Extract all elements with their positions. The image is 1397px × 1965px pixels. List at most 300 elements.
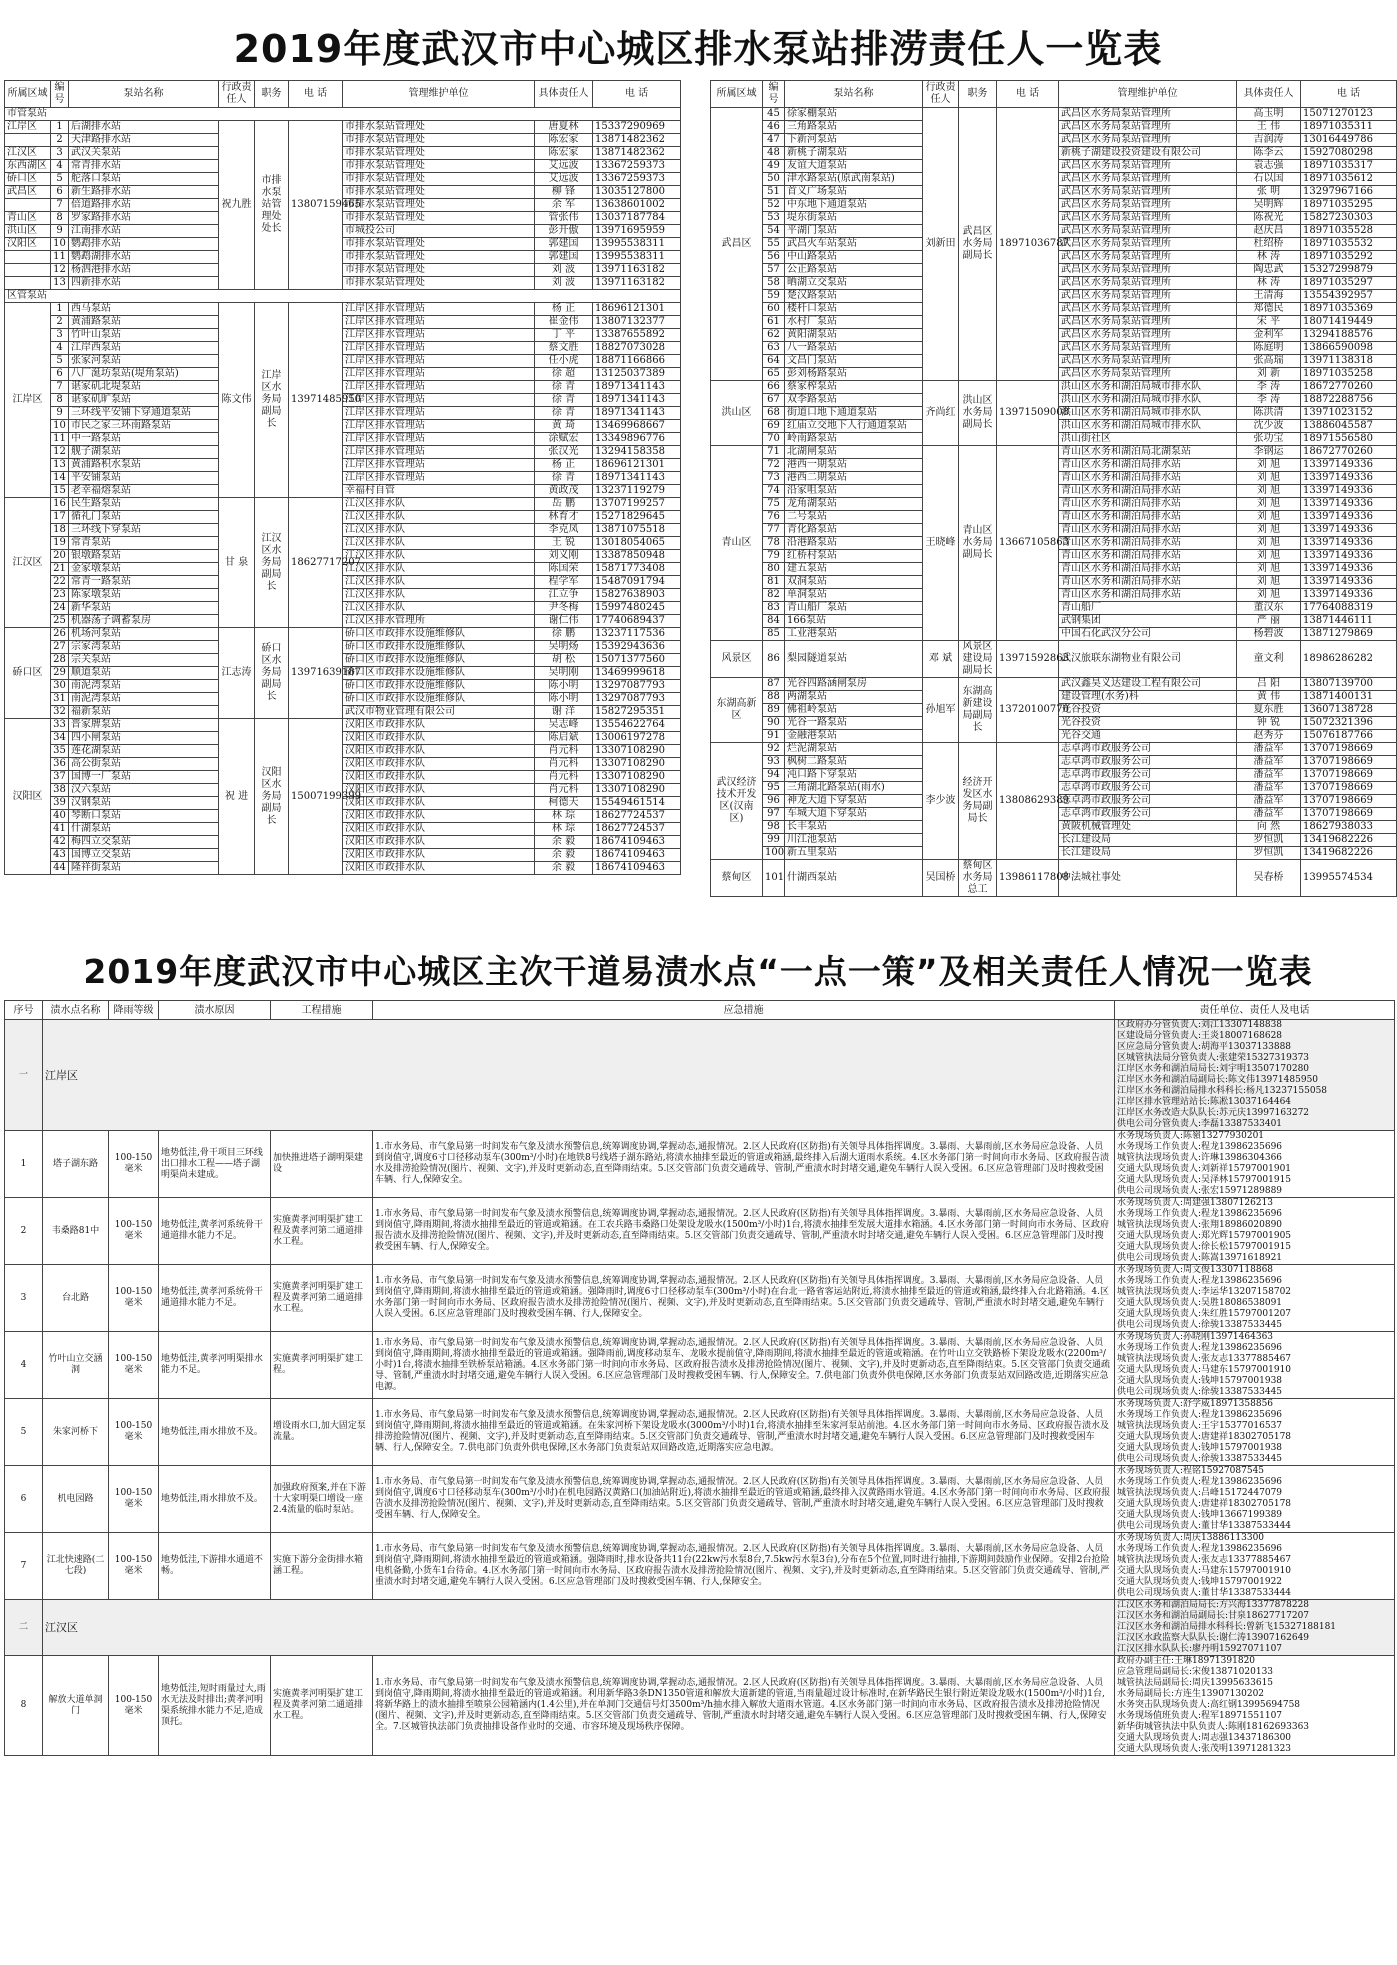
table-row — [5, 615, 681, 628]
admin-cell: 陈文伟 — [219, 303, 255, 498]
unit-cell: 汉阳区市政排水队 — [343, 810, 535, 823]
area-cell: 江汉区 — [5, 498, 51, 628]
unit-cell: 市城投公司 — [343, 225, 535, 238]
phone-cell: 15827638903 — [593, 589, 681, 602]
phone-cell: 13307108290 — [593, 758, 681, 771]
table-header-row — [5, 81, 681, 108]
contact-line: 江岸区水务和湖泊局局长:刘宇明13507170280 — [1117, 1064, 1310, 1074]
number-cell: 33 — [51, 719, 69, 732]
contact-line: 交通大队现场负责人:钱坤13667199389 — [1117, 1510, 1283, 1520]
pump-station-table-title: 2019年度武汉市中心城区排水泵站排涝责任人一览表 — [233, 27, 1163, 71]
phone-cell: 15071270123 — [1301, 108, 1397, 121]
phone-cell: 13397149336 — [1301, 485, 1397, 498]
station-name-cell: 南泥湾泵站 — [69, 693, 219, 706]
unit-cell: 洪山区水务和湖泊局城市排水队 — [1059, 394, 1237, 407]
station-name-cell: 什湖西泵站 — [785, 860, 923, 897]
unit-cell: 武昌区水务局泵站管理所 — [1059, 316, 1237, 329]
phone-cell: 15076187766 — [1301, 730, 1397, 743]
phone-cell: 18971035292 — [1301, 251, 1397, 264]
phone-cell: 18971341143 — [593, 381, 681, 394]
number-cell: 46 — [763, 121, 785, 134]
person-cell: 艾远波 — [535, 173, 593, 186]
flood-point-row — [5, 1332, 1395, 1399]
number-cell: 81 — [763, 576, 785, 589]
table-row — [5, 264, 681, 277]
phone-cell: 13297087793 — [593, 680, 681, 693]
unit-cell: 武昌区水务局泵站管理所 — [1059, 303, 1237, 316]
person-cell: 陶忠武 — [1237, 264, 1301, 277]
contact-line: 水务现场负责人:陈嶺13277930201 — [1117, 1131, 1265, 1141]
number-cell: 75 — [763, 498, 785, 511]
contacts-cell — [1115, 1131, 1395, 1198]
table-row — [5, 303, 681, 316]
table-row — [5, 823, 681, 836]
station-name-cell: 隆祥街泵站 — [69, 862, 219, 875]
unit-cell: 汉阳区市政排水队 — [343, 784, 535, 797]
phone-cell: 15327299879 — [1301, 264, 1397, 277]
number-cell: 83 — [763, 602, 785, 615]
unit-cell: 青山区水务和湖泊局排水站 — [1059, 537, 1237, 550]
station-name-cell: 谌家矶旷泵站 — [69, 394, 219, 407]
section-label: 区管泵站 — [5, 290, 681, 303]
person-cell: 刘 波 — [535, 264, 593, 277]
person-cell: 徐 超 — [535, 368, 593, 381]
works-cell: 实施黄孝河明渠扩建工程及黄孝河第二通道排水工程。 — [271, 1656, 373, 1756]
station-name-cell: 晋家牌泵站 — [69, 719, 219, 732]
unit-cell: 市排水泵站管理处 — [343, 199, 535, 212]
person-cell: 余 毅 — [535, 849, 593, 862]
unit-cell: 市排水泵站管理处 — [343, 212, 535, 225]
number-cell: 98 — [763, 821, 785, 834]
phone-cell: 18986286282 — [1301, 641, 1397, 678]
column-header: 电 话 — [997, 81, 1059, 108]
table-row — [5, 121, 681, 134]
person-cell: 石以国 — [1237, 173, 1301, 186]
contact-line: 新华街城管执法中队负责人:陈刚18162693363 — [1117, 1722, 1310, 1732]
person-cell: 潘益军 — [1237, 769, 1301, 782]
number-cell: 51 — [763, 186, 785, 199]
station-name-cell: 两湖泵站 — [785, 691, 923, 704]
area-cell: 东湖高新区 — [711, 678, 763, 743]
measures-cell: 1.市水务局、市气象局第一时间发布气象及渍水预警信息,统筹调度协调,掌握动态,通报情况。2.区人民政府(区防指)有关领导具体指挥调度。3.暴雨、大暴雨前,区水务局应急设备、人员到岗值守,降雨期间,将渍水抽排至最近的管道或箱涵。强降雨时,调度6寸口径移动泵车(300m³/小时)在台北一路省客运站附近,将渍水抽排至最近的管道或箱涵,最终排入台北路箱涵。4.区水务部门第一时间向市水务局、区政府报告渍水及排涝抢险情况(图片、视频、文字),并及时更新动态,直至降雨结束。5.区交管部门负责交通疏导、管制,严重渍水时封堵交通,避免车辆行人误入受困。6.区应急管理部门及时搜救受困车辆、行人,保障安全。 — [373, 1265, 1115, 1332]
number-cell: 28 — [51, 654, 69, 667]
phone-cell: 18672770260 — [1301, 381, 1397, 394]
station-name-cell: 张家河泵站 — [69, 355, 219, 368]
number-cell: 27 — [51, 641, 69, 654]
unit-cell: 武昌区水务局泵站管理所 — [1059, 199, 1237, 212]
person-cell: 刘 旭 — [1237, 576, 1301, 589]
station-name-cell: 福新泵站 — [69, 706, 219, 719]
rain-level: 100-150毫米 — [109, 1533, 159, 1600]
table-row — [5, 693, 681, 706]
section-row — [5, 108, 681, 121]
person-cell: 刘 旭 — [1237, 472, 1301, 485]
unit-cell: 青山区水务和湖泊局排水站 — [1059, 472, 1237, 485]
point-number: 3 — [5, 1265, 43, 1332]
contact-line: 城管执法现场负责人:许琳13986304366 — [1117, 1153, 1283, 1163]
unit-cell: 武钢集团 — [1059, 615, 1237, 628]
unit-cell: 市排水泵站管理处 — [343, 238, 535, 251]
area-cell — [5, 134, 51, 147]
unit-cell: 市排水泵站管理处 — [343, 264, 535, 277]
phone-cell: 18971035258 — [1301, 368, 1397, 381]
station-name-cell: 港西二期泵站 — [785, 472, 923, 485]
phone-cell: 13397149336 — [1301, 472, 1397, 485]
phone-cell: 13297087793 — [593, 693, 681, 706]
station-name-cell: 新生路排水站 — [69, 186, 219, 199]
column-header: 职务 — [255, 81, 289, 108]
station-name-cell: 高公街泵站 — [69, 758, 219, 771]
table-row — [5, 277, 681, 290]
number-cell: 19 — [51, 537, 69, 550]
person-cell: 杨 正 — [535, 303, 593, 316]
table-row — [5, 472, 681, 485]
number-cell: 71 — [763, 446, 785, 459]
number-cell: 60 — [763, 303, 785, 316]
station-name-cell: 常青泵站 — [69, 537, 219, 550]
flood-point-row — [5, 1656, 1395, 1756]
number-cell: 11 — [51, 433, 69, 446]
number-cell: 36 — [51, 758, 69, 771]
station-name-cell: 平湖门泵站 — [785, 225, 923, 238]
admin-phone-cell: 13720100770 — [997, 678, 1059, 743]
unit-cell: 江汉区排水队 — [343, 602, 535, 615]
phone-cell: 18971341143 — [593, 394, 681, 407]
contact-line: 区城管执法局分管负责人:张建荣15327319373 — [1117, 1053, 1310, 1063]
number-cell: 10 — [51, 420, 69, 433]
number-cell: 12 — [51, 264, 69, 277]
unit-cell: 武昌区水务局泵站管理所 — [1059, 368, 1237, 381]
table-row — [5, 654, 681, 667]
phone-cell: 18674109463 — [593, 862, 681, 875]
contact-line: 江岸区排水管理站站长:陈凇13037164464 — [1117, 1097, 1292, 1107]
contact-line: 江汉区水政监察大队队长:谢仁涛13907162649 — [1117, 1633, 1310, 1643]
station-name-cell: 国博一厂泵站 — [69, 771, 219, 784]
unit-cell: 市排水泵站管理处 — [343, 134, 535, 147]
contact-line: 水务现场值班负责人:程军18971551107 — [1117, 1711, 1283, 1721]
station-name-cell: 四小闸泵站 — [69, 732, 219, 745]
table-row — [5, 147, 681, 160]
phone-cell: 13307108290 — [593, 745, 681, 758]
contact-line: 水务现场工作负责人:程龙13986235696 — [1117, 1343, 1283, 1353]
number-cell: 5 — [51, 355, 69, 368]
phone-cell: 13807139700 — [1301, 678, 1397, 691]
number-cell: 95 — [763, 782, 785, 795]
admin-cell: 邓 斌 — [923, 641, 959, 678]
table-row — [5, 641, 681, 654]
contact-line: 城管执法现场负责人:王宇15377016537 — [1117, 1421, 1283, 1431]
contact-line: 应急管理局副局长:宋俊13871020133 — [1117, 1667, 1274, 1677]
unit-cell: 中国石化武汉分公司 — [1059, 628, 1237, 641]
area-cell: 武昌区 — [711, 108, 763, 381]
person-cell: 吴志峰 — [535, 719, 593, 732]
station-name-cell: 新华泵站 — [69, 602, 219, 615]
number-cell: 87 — [763, 678, 785, 691]
number-cell: 55 — [763, 238, 785, 251]
unit-cell: 江汉区排水管理所 — [343, 615, 535, 628]
station-name-cell: 楼杆口泵站 — [785, 303, 923, 316]
phone-cell: 18971035295 — [1301, 199, 1397, 212]
area-cell: 汉阳区 — [5, 238, 51, 251]
number-cell: 74 — [763, 485, 785, 498]
pump-station-table-right — [710, 80, 1397, 897]
person-cell: 严 丽 — [1237, 615, 1301, 628]
number-cell: 66 — [763, 381, 785, 394]
person-cell: 谢仁伟 — [535, 615, 593, 628]
phone-cell: 13307108290 — [593, 784, 681, 797]
number-cell: 1 — [51, 121, 69, 134]
number-cell: 48 — [763, 147, 785, 160]
phone-cell: 15337290969 — [593, 121, 681, 134]
person-cell: 吴明辉 — [1237, 199, 1301, 212]
person-cell: 杨碧波 — [1237, 628, 1301, 641]
phone-cell: 13397149336 — [1301, 524, 1397, 537]
column-header: 具体责任人 — [535, 81, 593, 108]
number-cell: 3 — [51, 147, 69, 160]
number-cell: 4 — [51, 342, 69, 355]
number-cell: 65 — [763, 368, 785, 381]
station-name-cell: 竹叶山泵站 — [69, 329, 219, 342]
cause-cell: 地势低洼,下游排水通道不畅。 — [159, 1533, 271, 1600]
station-name-cell: 什湖泵站 — [69, 823, 219, 836]
works-cell: 实施下游分金街排水箱涵工程。 — [271, 1533, 373, 1600]
contact-line: 城管执法现场负责人:张友志13377885467 — [1117, 1555, 1292, 1565]
unit-cell: 硚口区市政排水设施维修队 — [343, 667, 535, 680]
unit-cell: 武昌区水务局泵站管理所 — [1059, 277, 1237, 290]
phone-cell: 18971341143 — [593, 407, 681, 420]
area-cell — [5, 264, 51, 277]
contact-line: 交通大队现场负责人:唐建祥18302705178 — [1117, 1499, 1292, 1509]
person-cell: 肖元科 — [535, 758, 593, 771]
number-cell: 53 — [763, 212, 785, 225]
area-cell: 洪山区 — [5, 225, 51, 238]
table-row — [5, 186, 681, 199]
works-cell: 实施黄孝河明渠扩建工程及黄孝河第二通道排水工程。 — [271, 1198, 373, 1265]
number-cell: 89 — [763, 704, 785, 717]
station-name-cell: 青山船厂泵站 — [785, 602, 923, 615]
unit-cell: 武昌区水务局泵站管理所 — [1059, 121, 1237, 134]
unit-cell: 光谷交通 — [1059, 730, 1237, 743]
contact-line: 交通大队现场负责人:钱坤15797001938 — [1117, 1376, 1283, 1386]
cause-cell: 地势低洼,雨水排放不及。 — [159, 1466, 271, 1533]
phone-cell: 13871482362 — [593, 134, 681, 147]
station-name-cell: 徐家棚泵站 — [785, 108, 923, 121]
person-cell: 潘益军 — [1237, 756, 1301, 769]
station-name-cell: 红桥村泵站 — [785, 550, 923, 563]
table-row — [5, 238, 681, 251]
number-cell: 21 — [51, 563, 69, 576]
person-cell: 黄 琦 — [535, 420, 593, 433]
contact-line: 水务现场负责人:周庆13886113300 — [1117, 1533, 1265, 1543]
station-name-cell: 顺道泵站 — [69, 667, 219, 680]
number-cell: 16 — [51, 498, 69, 511]
column-header: 管理维护单位 — [1059, 81, 1237, 108]
person-cell: 余 毅 — [535, 862, 593, 875]
phone-cell: 13971023152 — [1301, 407, 1397, 420]
station-name-cell: 天津路排水站 — [69, 134, 219, 147]
contacts-cell — [1115, 1020, 1395, 1131]
person-cell: 尹冬梅 — [535, 602, 593, 615]
person-cell: 刘 旭 — [1237, 498, 1301, 511]
number-cell: 77 — [763, 524, 785, 537]
unit-cell: 青山区水务和湖泊局排水站 — [1059, 459, 1237, 472]
unit-cell: 长江建设局 — [1059, 847, 1237, 860]
number-cell: 10 — [51, 238, 69, 251]
phone-cell: 15827230303 — [1301, 212, 1397, 225]
title-cell: 青山区水务局副局长 — [959, 446, 997, 641]
number-cell: 69 — [763, 420, 785, 433]
person-cell: 黄 伟 — [1237, 691, 1301, 704]
unit-cell: 江岸区排水管理站 — [343, 472, 535, 485]
station-name-cell: 机器荡子调蓄泵房 — [69, 615, 219, 628]
station-name-cell: 武汉关泵站 — [69, 147, 219, 160]
contact-line: 区应急局分管负责人:胡海平13037133888 — [1117, 1042, 1292, 1052]
contact-line: 水务现场负责人:周建强13807126213 — [1117, 1198, 1274, 1208]
table-row — [711, 446, 1397, 459]
station-name-cell: 枫树二路泵站 — [785, 756, 923, 769]
unit-cell: 青山区水务和湖泊局排水站 — [1059, 511, 1237, 524]
phone-cell: 15927080298 — [1301, 147, 1397, 160]
number-cell: 20 — [51, 550, 69, 563]
number-cell: 91 — [763, 730, 785, 743]
column-header: 泵站名称 — [69, 81, 219, 108]
table-header-row — [5, 1001, 1395, 1020]
district-section-row — [5, 1020, 1395, 1131]
phone-cell: 13397149336 — [1301, 563, 1397, 576]
unit-cell: 市排水泵站管理处 — [343, 121, 535, 134]
person-cell: 丁 平 — [535, 329, 593, 342]
station-name-cell: 西马泵站 — [69, 303, 219, 316]
person-cell: 赵庆昌 — [1237, 225, 1301, 238]
flood-point-row — [5, 1533, 1395, 1600]
station-name-cell: 青化路泵站 — [785, 524, 923, 537]
point-name: 台北路 — [43, 1265, 109, 1332]
phone-cell: 13237117536 — [593, 628, 681, 641]
rain-level: 100-150毫米 — [109, 1131, 159, 1198]
station-name-cell: 二号泵站 — [785, 511, 923, 524]
phone-cell: 18971035528 — [1301, 225, 1397, 238]
unit-cell: 江岸区排水管理站 — [343, 420, 535, 433]
number-cell: 9 — [51, 225, 69, 238]
number-cell: 6 — [51, 368, 69, 381]
unit-cell: 江岸区排水管理站 — [343, 381, 535, 394]
person-cell: 肖元科 — [535, 771, 593, 784]
point-number: 4 — [5, 1332, 43, 1399]
unit-cell: 洪山区水务和湖泊局城市排水队 — [1059, 420, 1237, 433]
number-cell: 4 — [51, 160, 69, 173]
area-cell: 洪山区 — [711, 381, 763, 446]
admin-phone-cell: 15007199399 — [289, 719, 343, 875]
person-cell: 柳 锋 — [535, 186, 593, 199]
station-name-cell: 双李路泵站 — [785, 394, 923, 407]
number-cell: 79 — [763, 550, 785, 563]
table-row — [5, 719, 681, 732]
rain-level: 100-150毫米 — [109, 1466, 159, 1533]
admin-phone-cell: 13808629389 — [997, 743, 1059, 860]
unit-cell: 汉阳区市政排水队 — [343, 758, 535, 771]
station-name-cell: 陈家墩泵站 — [69, 589, 219, 602]
contact-line: 交通大队现场负责人:徐长松15797001915 — [1117, 1242, 1292, 1252]
phone-cell: 13125037389 — [593, 368, 681, 381]
station-name-cell: 烂泥湖泵站 — [785, 743, 923, 756]
phone-cell: 13469968667 — [593, 420, 681, 433]
person-cell: 李 涛 — [1237, 381, 1301, 394]
number-cell: 84 — [763, 615, 785, 628]
number-cell: 2 — [51, 134, 69, 147]
unit-cell: 硚口区市政排水设施维修队 — [343, 641, 535, 654]
phone-cell: 15392943636 — [593, 641, 681, 654]
person-cell: 李 涛 — [1237, 394, 1301, 407]
unit-cell: 青山船厂 — [1059, 602, 1237, 615]
number-cell: 29 — [51, 667, 69, 680]
phone-cell: 18627724537 — [593, 823, 681, 836]
station-name-cell: 北湖闸泵站 — [785, 446, 923, 459]
number-cell: 47 — [763, 134, 785, 147]
phone-cell: 13995574534 — [1301, 860, 1397, 897]
unit-cell: 市排水泵站管理处 — [343, 251, 535, 264]
unit-cell: 江岸区排水管理站 — [343, 459, 535, 472]
station-name-cell: 莲花湖泵站 — [69, 745, 219, 758]
number-cell: 72 — [763, 459, 785, 472]
station-name-cell: 楚汉路泵站 — [785, 290, 923, 303]
phone-cell: 17764088319 — [1301, 602, 1397, 615]
unit-cell: 黄陂机械管理处 — [1059, 821, 1237, 834]
contact-line: 水务突击队现场负责人:高红钢13995694758 — [1117, 1700, 1301, 1710]
station-name-cell: 黄阳湖泵站 — [785, 329, 923, 342]
station-name-cell: 堤东街泵站 — [785, 212, 923, 225]
number-cell: 22 — [51, 576, 69, 589]
unit-cell: 硚口区市政排水设施维修队 — [343, 680, 535, 693]
rain-level: 100-150毫米 — [109, 1332, 159, 1399]
phone-cell: 18674109463 — [593, 836, 681, 849]
phone-cell: 13397149336 — [1301, 498, 1397, 511]
person-cell: 李钢运 — [1237, 446, 1301, 459]
contact-line: 交通大队现场负责人:郑光辉15797001905 — [1117, 1231, 1292, 1241]
phone-cell: 13367259373 — [593, 160, 681, 173]
unit-cell: 江岸区排水管理站 — [343, 433, 535, 446]
station-name-cell: 八厂涎坊泵站(堤角泵站) — [69, 368, 219, 381]
unit-cell: 江岸区排水管理站 — [343, 394, 535, 407]
table-row — [5, 862, 681, 875]
station-name-cell: 舵落口泵站 — [69, 173, 219, 186]
contacts-cell — [1115, 1198, 1395, 1265]
number-cell: 97 — [763, 808, 785, 821]
flood-point-row — [5, 1131, 1395, 1198]
contact-line: 江汉区水务和湖泊局局长:方兴海13377878228 — [1117, 1600, 1310, 1610]
phone-cell: 18071419449 — [1301, 316, 1397, 329]
station-name-cell: 港西一期泵站 — [785, 459, 923, 472]
number-cell: 56 — [763, 251, 785, 264]
table-row — [5, 810, 681, 823]
phone-cell: 18674109463 — [593, 849, 681, 862]
unit-cell: 汉阳区市政排水队 — [343, 732, 535, 745]
phone-cell: 13307108290 — [593, 771, 681, 784]
area-cell: 硚口区 — [5, 628, 51, 719]
contact-line: 城管执法现场负责人:张翔18986020890 — [1117, 1220, 1283, 1230]
phone-cell: 13707198669 — [1301, 782, 1397, 795]
station-name-cell: 新桃子湖泵站 — [785, 147, 923, 160]
number-cell: 85 — [763, 628, 785, 641]
number-cell: 50 — [763, 173, 785, 186]
unit-cell: 武汉鑫昊义达建设工程有限公司 — [1059, 678, 1237, 691]
point-number: 2 — [5, 1198, 43, 1265]
phone-cell: 13006197278 — [593, 732, 681, 745]
unit-cell: 志卓鸿市政服务公司 — [1059, 782, 1237, 795]
person-cell: 陈宏家 — [535, 147, 593, 160]
admin-phone-cell: 13667105863 — [997, 446, 1059, 641]
phone-cell: 13871400131 — [1301, 691, 1397, 704]
phone-cell: 13707198669 — [1301, 743, 1397, 756]
